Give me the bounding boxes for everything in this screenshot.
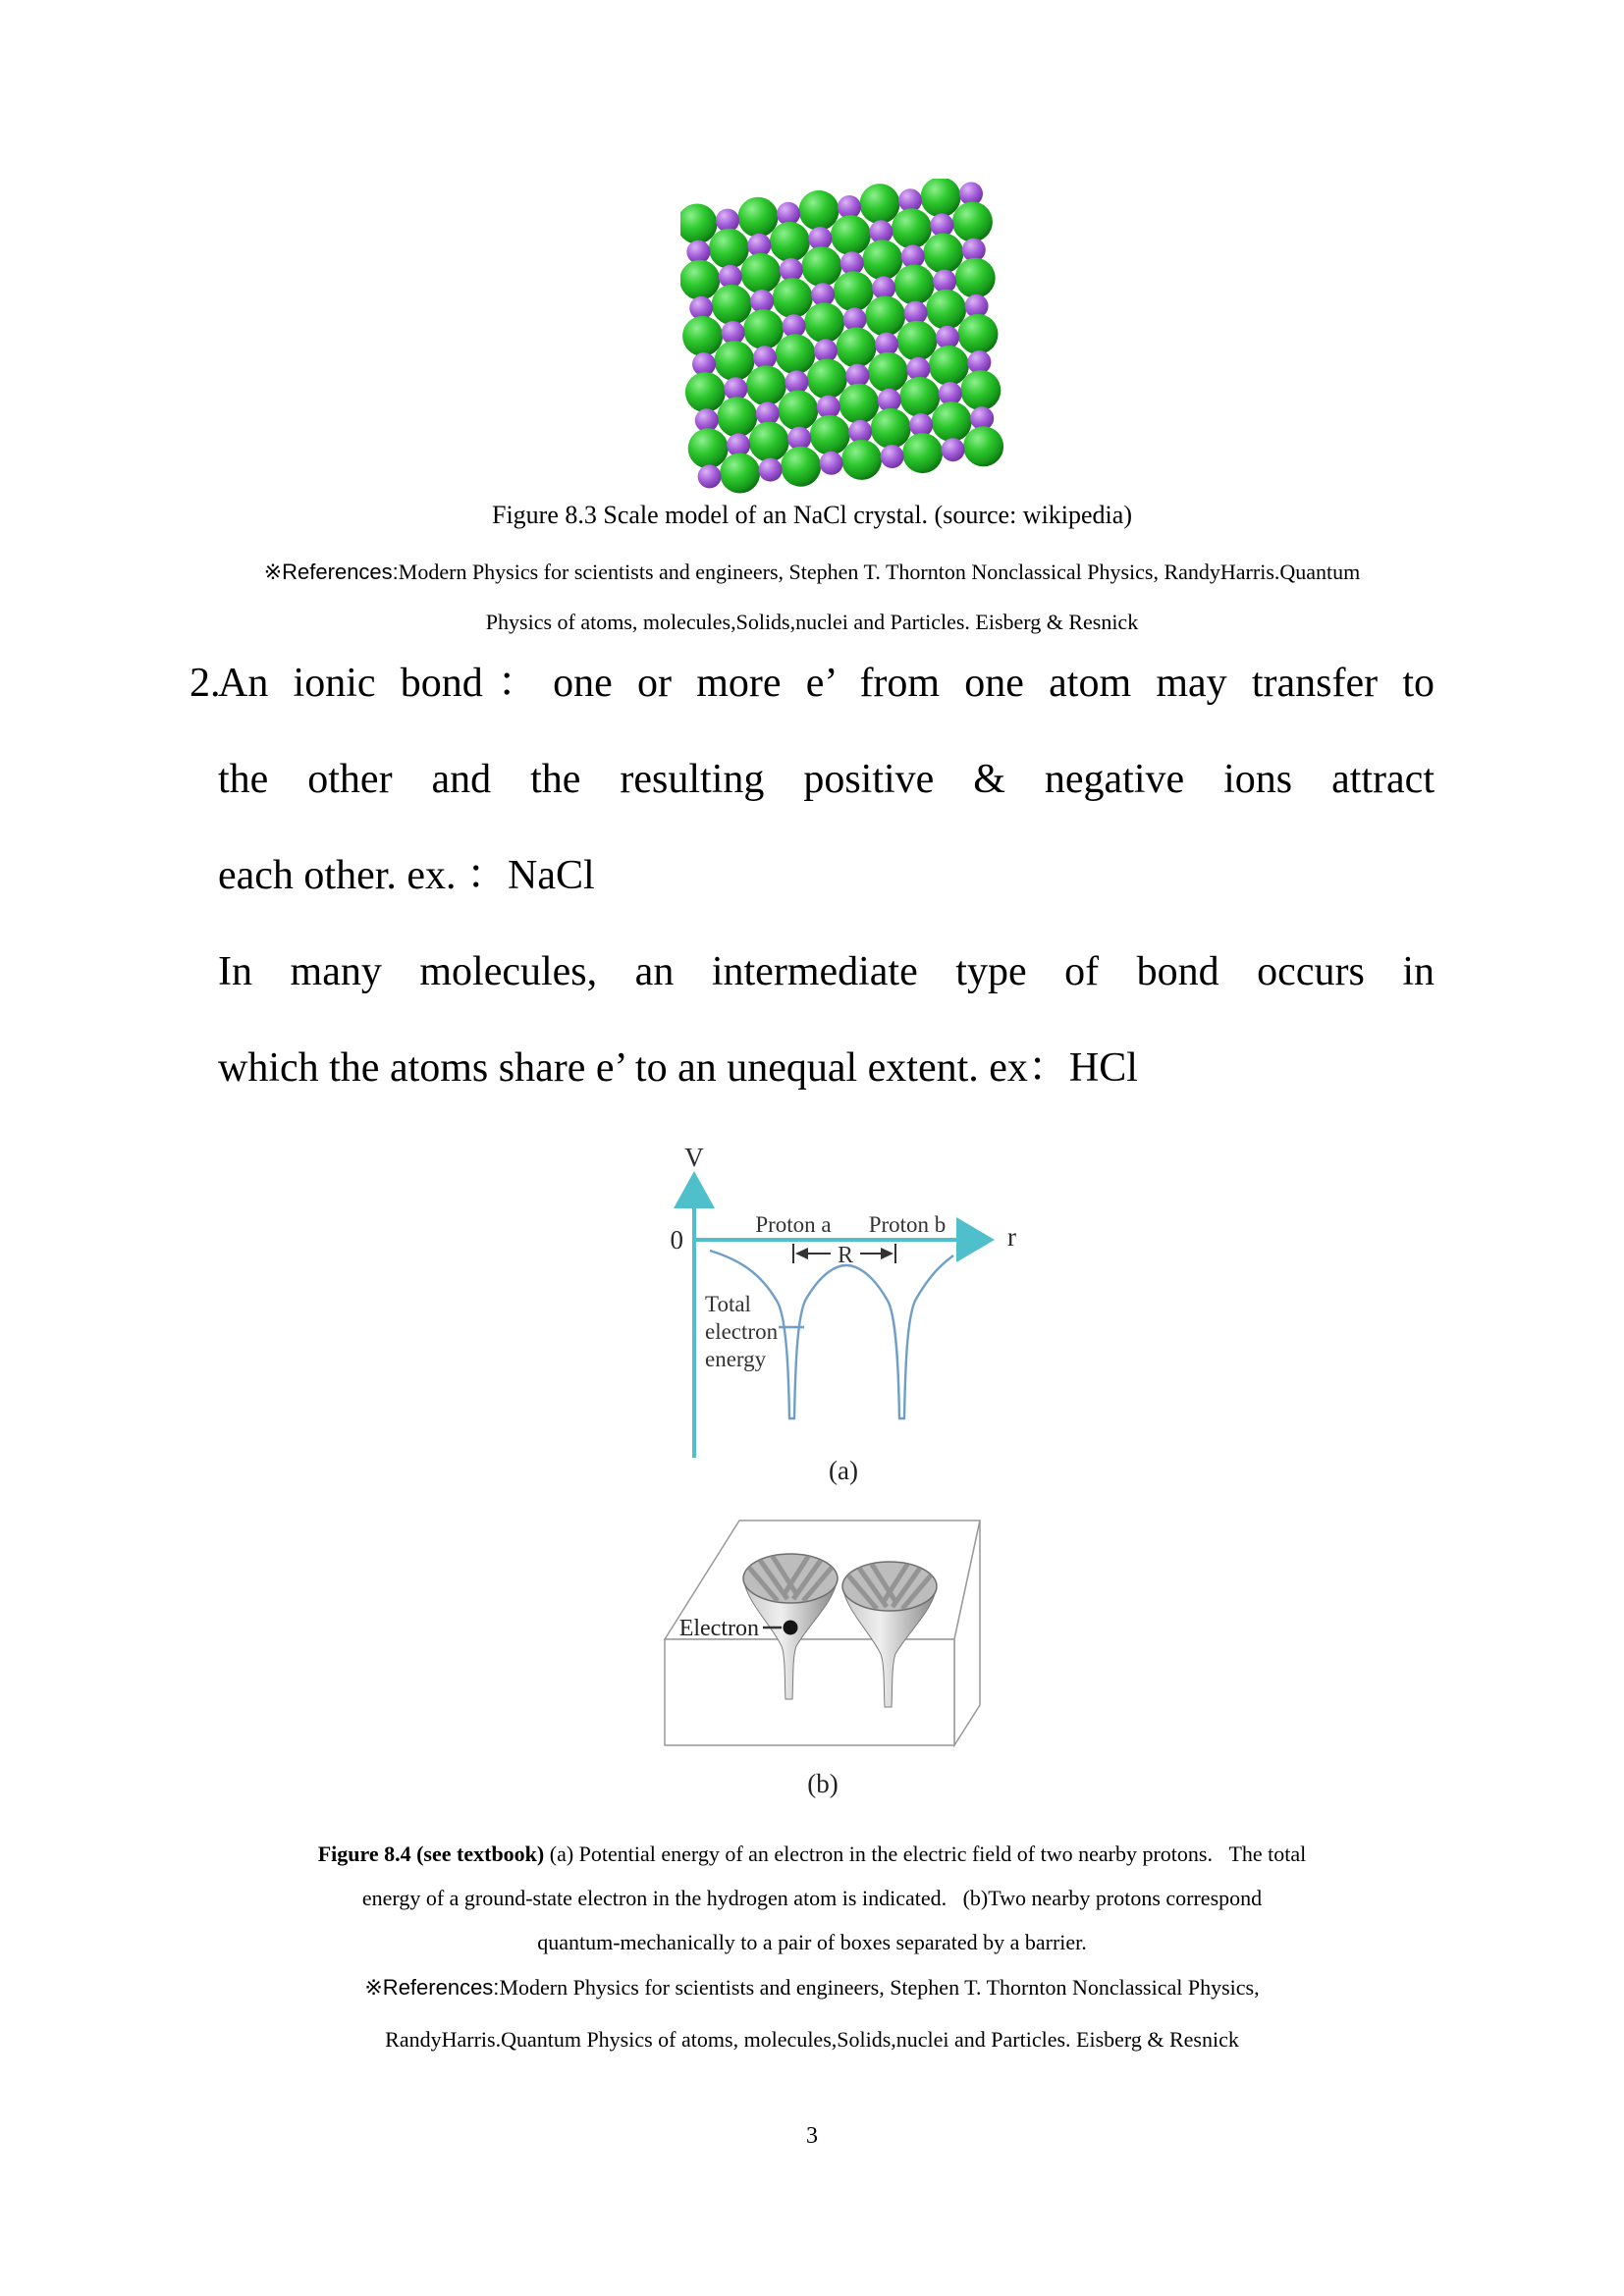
atom-sphere [955,258,996,298]
r-axis-label: r [1007,1222,1016,1252]
atom-sphere [902,433,943,473]
figure-8-4-caption [0,1832,1624,1964]
atom-sphere [770,222,810,262]
references-bottom-line2: RandyHarris.Quantum Physics of atoms, molecules,Solids,nuclei and Particles. Eisberg & Resnick [385,2027,1239,2052]
atom-sphere [865,296,905,337]
atom-sphere [952,202,993,242]
r-axis-arrowhead-icon [956,1217,995,1262]
atom-sphere [860,184,900,224]
atom-sphere [698,464,722,488]
figure-8-4-caption-line1 [0,1832,1624,1876]
references-bottom-line1-text: Modern Physics for scientists and engineers, Stephen T. Thornton Nonclassical Physics, [499,1975,1260,2000]
atom-sphere [929,346,969,386]
atom-sphere [894,265,935,305]
atom-sphere [743,309,784,349]
references-prefix: ※References: [263,560,399,584]
atom-sphere [892,208,932,248]
atom-sphere [841,440,882,480]
total-electron-energy-label-line2: electron [705,1319,779,1344]
figure-8-4-caption-line1-rest: (a) Potential energy of an electron in the electric field of two nearby protons. The total [544,1842,1307,1866]
r-arrow-right-icon [881,1248,893,1259]
atom-sphere [958,314,999,354]
references-prefix: ※References: [364,1975,500,2000]
atom-sphere [897,321,938,361]
figure-b-sublabel: (b) [807,1769,839,1798]
atom-sphere [717,397,757,437]
atom-sphere [712,285,752,325]
atom-sphere [773,278,813,318]
atom-sphere [839,384,879,424]
v-axis-label: V [684,1143,704,1172]
atom-sphere [834,271,874,311]
atom-sphere [820,452,843,475]
atom-sphere [709,229,749,269]
atom-sphere [682,316,723,356]
r-arrow-left-icon [795,1248,808,1259]
atom-sphere [881,445,904,468]
v-axis-arrowhead-icon [674,1171,715,1208]
atom-sphere [926,290,966,330]
figure-8-4-caption-bold: Figure 8.4 (see textbook) [317,1842,545,1866]
atom-sphere [746,365,786,405]
body-line: which the atoms share e’ to an unequal extent. ex：HCl [218,1045,1138,1091]
atom-sphere [810,415,850,455]
figure-8-4-caption-line3: quantum-mechanically to a pair of boxes separated by a barrier. [537,1930,1087,1954]
atom-sphere [799,190,839,231]
atom-sphere [740,253,781,294]
atom-sphere [778,391,818,431]
references-top-line1-text: Modern Physics for scientists and engineers, Stephen T. Thornton Nonclassical Physics, RandyHarris.Quantum [398,560,1361,584]
atom-sphere [923,234,963,274]
body-line: each other. ex. ：NaCl [218,853,595,898]
atom-sphere [738,197,779,238]
atom-sphere [960,370,1001,410]
atom-sphere [899,377,940,417]
atom-sphere [932,401,972,442]
body-line: An ionic bond：one or more e’ from one atom may transfer to [218,661,1435,706]
atom-sphere [759,458,783,482]
figure-8-3-caption: Figure 8.3 Scale model of an NaCl crystal. (source: wikipedia) [492,501,1132,529]
references-top [0,547,1624,647]
total-electron-energy-label-line3: energy [705,1347,767,1371]
atom-sphere [680,204,718,244]
atom-sphere [921,179,961,217]
total-electron-energy-label-line1: Total [705,1292,751,1316]
body-paragraph [189,635,1435,1116]
origin-label: 0 [670,1225,683,1255]
figure-a-potential-energy-diagram [589,1134,1080,1497]
atom-sphere [862,240,902,280]
atom-sphere [942,438,965,461]
atom-sphere [837,328,877,368]
separation-label: R [837,1243,854,1268]
atom-sphere [781,447,821,487]
atom-sphere [801,246,841,287]
figure-b-quantum-box-diagram [628,1507,1001,1801]
crystal-sphere-lattice [680,179,1003,494]
atom-sphere [685,372,726,412]
proton-a-label: Proton a [755,1212,832,1237]
figure-8-4-caption-line2: energy of a ground-state electron in the hydrogen atom is indicated. (b)Two nearby protons correspond [361,1886,1263,1910]
atom-sphere [715,341,755,381]
atom-sphere [749,422,789,462]
figure-a-sublabel: (a) [829,1456,858,1485]
atom-sphere [680,260,720,300]
atom-sphere [871,408,911,449]
atom-sphere [868,352,908,393]
atom-sphere [720,454,760,494]
atom-sphere [688,428,729,468]
nacl-crystal-image [680,179,1014,503]
electron-label: Electron [678,1616,759,1641]
body-line: the other and the resulting positive & negative ions attract [218,757,1435,802]
references-bottom-line1 [0,1961,1624,2013]
proton-b-label: Proton b [868,1212,947,1237]
atom-sphere [807,359,847,400]
atom-sphere [776,334,816,374]
page-number: 3 [806,2123,818,2149]
atom-sphere [963,426,1003,466]
references-top-line2: Physics of atoms, molecules,Solids,nuclei and Particles. Eisberg & Resnick [485,610,1139,634]
references-top-line1 [0,547,1624,597]
list-item-number: 2. [189,661,221,706]
body-line: In many molecules, an intermediate type of bond occurs in [218,949,1435,994]
electron-dot-icon [784,1621,798,1635]
atom-sphere [831,215,871,255]
atom-sphere [804,302,844,343]
references-bottom [0,1961,1624,2065]
